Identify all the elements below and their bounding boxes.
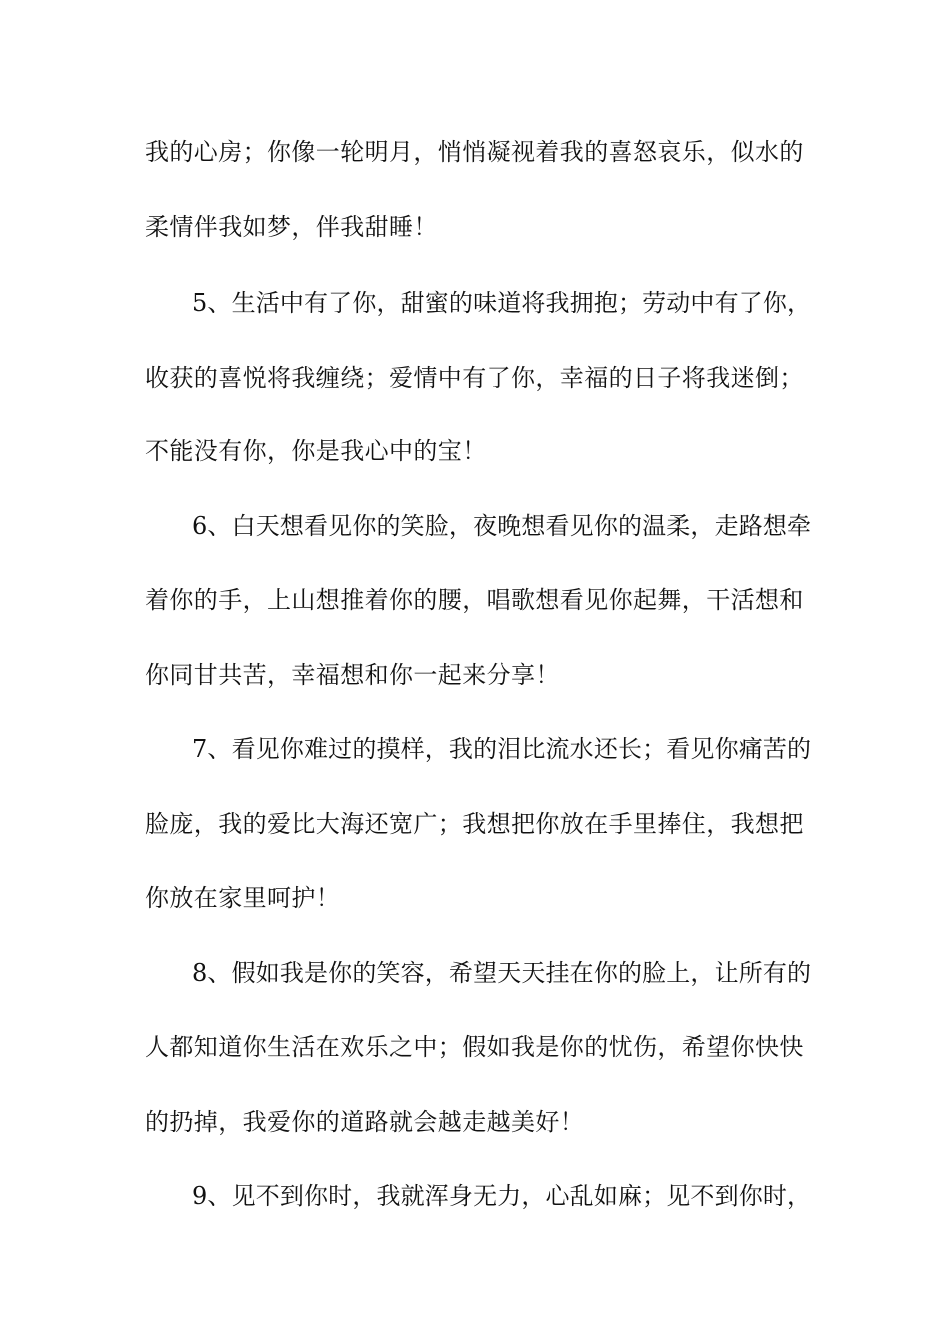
- text-line: 不能没有你，你是我心中的宝！: [145, 437, 487, 465]
- text-line: 柔情伴我如梦，伴我甜睡！: [145, 213, 438, 241]
- text-line: 收获的喜悦将我缠绕；爱情中有了你，幸福的日子将我迷倒；: [145, 364, 804, 392]
- paragraph-5-start: 5、生活中有了你，甜蜜的味道将我拥抱；劳动中有了你，: [192, 289, 812, 317]
- paragraph-9-start: 9、见不到你时，我就浑身无力，心乱如麻；见不到你时，: [192, 1182, 812, 1210]
- paragraph-6-start: 6、白天想看见你的笑脸，夜晚想看见你的温柔，走路想牵: [192, 512, 812, 540]
- paragraph-7-start: 7、看见你难过的摸样，我的泪比流水还长；看见你痛苦的: [192, 735, 812, 763]
- text-line: 脸庞，我的爱比大海还宽广；我想把你放在手里捧住，我想把: [145, 810, 804, 838]
- text-line: 你放在家里呵护！: [145, 884, 341, 912]
- text-line: 的扔掉，我爱你的道路就会越走越美好！: [145, 1108, 585, 1136]
- text-line: 着你的手，上山想推着你的腰，唱歌想看见你起舞，干活想和: [145, 586, 804, 614]
- paragraph-8-start: 8、假如我是你的笑容，希望天天挂在你的脸上，让所有的: [192, 959, 812, 987]
- text-line: 你同甘共苦，幸福想和你一起来分享！: [145, 661, 560, 689]
- text-line: 人都知道你生活在欢乐之中；假如我是你的忧伤，希望你快快: [145, 1033, 804, 1061]
- text-line: 我的心房；你像一轮明月，悄悄凝视着我的喜怒哀乐，似水的: [145, 138, 804, 166]
